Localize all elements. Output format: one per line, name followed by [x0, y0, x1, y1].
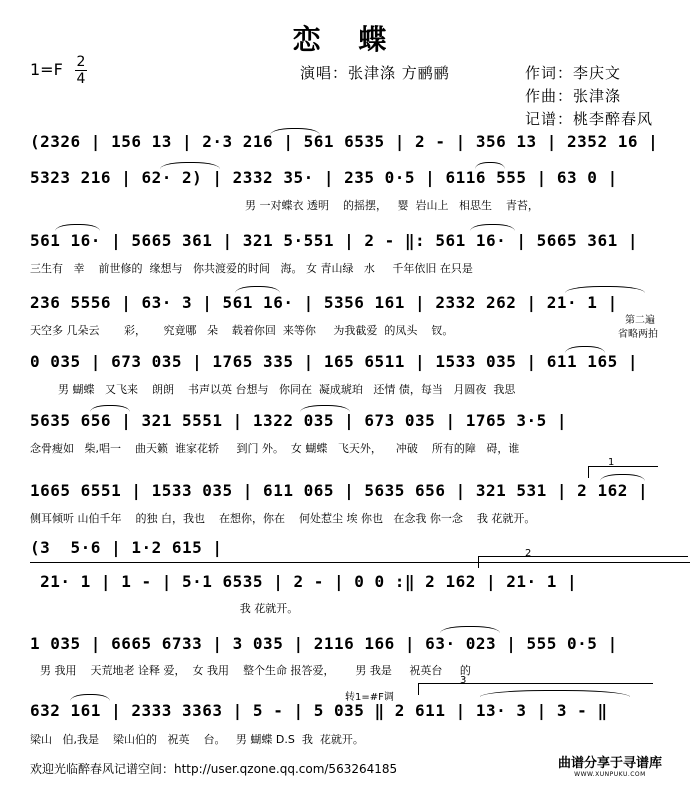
- volta-3-label: 3: [460, 675, 467, 686]
- notation-row-1: (2326 | 156 13 | 2·3 216 | 561 6535 | 2 - | 356 13 | 2352 16 |: [30, 132, 659, 151]
- meter-bottom: 4: [76, 71, 86, 87]
- singer-credit: 演唱：张津涤 方鹂鹂: [300, 64, 450, 82]
- slur: [565, 286, 645, 293]
- key-change-note: 转1=#F调: [345, 692, 394, 703]
- volta-1-label: 1: [608, 457, 615, 468]
- slur: [600, 474, 645, 481]
- slur: [270, 128, 320, 135]
- logo-line-2: WWW.XUNPUKU.COM: [574, 771, 646, 778]
- song-title: 恋 蝶: [292, 23, 401, 56]
- lyrics-row-11: 梁山 伯,我是 梁山伯的 祝英 台。 男 蝴蝶 D.S 我 花就开。: [30, 733, 364, 746]
- volta-1-bracket: [588, 466, 658, 467]
- meter-top: 2: [76, 54, 86, 70]
- transcriber-credit: 记谱：桃李醉春风: [525, 110, 654, 128]
- slur: [480, 690, 630, 697]
- slur: [440, 626, 500, 633]
- notation-row-8: (3 5·6 | 1·2 615 |: [30, 538, 223, 557]
- slur: [160, 162, 220, 169]
- composer-credit: 作曲：张津涤: [525, 87, 622, 105]
- logo-line-1: 曲谱分享于寻谱库: [557, 756, 662, 771]
- time-signature: [75, 55, 87, 86]
- volta-2-bracket-end: [478, 556, 479, 568]
- slur: [475, 162, 505, 169]
- footer-text: 欢迎光临醉春风记谱空间：http://user.qzone.qq.com/563264185: [30, 762, 398, 776]
- lyrics-row-9: 我 花就开。: [30, 602, 299, 615]
- slur: [55, 224, 100, 231]
- lyricist-credit: 作词：李庆文: [525, 64, 622, 82]
- notation-row-4: 236 5556 | 63· 3 | 561 16· | 5356 161 | 2332 262 | 21· 1 |: [30, 293, 618, 312]
- notation-row-6: 5635 656 | 321 5551 | 1322 035 | 673 035 | 1765 3·5 |: [30, 411, 568, 430]
- notation-row-11: 632 161 | 2333 3363 | 5 - | 5 035 ‖ 2 611 | 13· 3 | 3 - ‖: [30, 701, 608, 720]
- notation-row-10: 1 035 | 6665 6733 | 3 035 | 2116 166 | 63· 023 | 555 0·5 |: [30, 634, 618, 653]
- notation-row-5: 0 035 | 673 035 | 1765 335 | 165 6511 | 1533 035 | 611 165 |: [30, 352, 638, 371]
- slur: [90, 405, 130, 412]
- volta-3-bracket-end: [418, 683, 419, 695]
- slur: [470, 224, 515, 231]
- slur: [300, 405, 350, 412]
- phrase-line: [30, 562, 690, 563]
- key-signature: 1=F: [30, 60, 63, 79]
- lyrics-row-3: 三生有 幸 前世修的 缘想与 你共渡爱的时间 海。 女 青山绿 水 千年依旧 在只是: [30, 262, 473, 275]
- slur: [70, 694, 110, 701]
- slur: [565, 346, 605, 353]
- notation-row-9: 21· 1 | 1 - | 5·1 6535 | 2 - | 0 0 :‖ 2 162 | 21· 1 |: [30, 572, 578, 591]
- notation-row-3: 561 16· | 5665 361 | 321 5·551 | 2 - ‖: 561 16· | 5665 361 |: [30, 231, 638, 250]
- omit-beats-note: 省略两拍: [618, 329, 658, 340]
- second-time-note: 第二遍: [625, 315, 655, 326]
- volta-2-bracket: [478, 556, 688, 557]
- volta-3-bracket: [418, 683, 653, 684]
- lyrics-row-4: 天空多 几朵云 彩， 究竟哪 朵 载着你回 来等你 为我截爱 的凤头 钗。: [30, 324, 454, 337]
- lyrics-row-2: 男 一对蝶衣 透明 的摇摆， 婴 岩山上 相思生 青苔，: [245, 199, 539, 212]
- lyrics-row-7: 侧耳倾听 山伯千年 的独 白，我也 在想你，你在 何处惹尘 埃 你也 在念我 你一念 我 花就开。: [30, 512, 536, 525]
- lyrics-row-6: 念骨瘦如 柴,唱一 曲天籁 谁家花轿 到门 外。 女 蝴蝶 飞天外， 冲破 所有的障 碍，谁: [30, 442, 520, 455]
- slur: [235, 286, 280, 293]
- notation-row-2: 5323 216 | 62· 2) | 2332 35· | 235 0·5 | 6116 555 | 63 0 |: [30, 168, 618, 187]
- site-logo: [540, 752, 680, 780]
- lyrics-row-10: 男 我用 天荒地老 诠释 爱， 女 我用 整个生命 报答爱， 男 我是 祝英台 的: [40, 664, 471, 677]
- volta-1-bracket-end: [588, 466, 589, 478]
- volta-2-label: 2: [525, 548, 532, 559]
- notation-row-7: 1665 6551 | 1533 035 | 611 065 | 5635 656 | 321 531 | 2 162 |: [30, 481, 649, 500]
- lyrics-row-5: 男 蝴蝶 又飞来 朗朗 书声以英 台想与 你同在 凝成琥珀 还情 债，每当 月圆夜 我思: [58, 383, 516, 396]
